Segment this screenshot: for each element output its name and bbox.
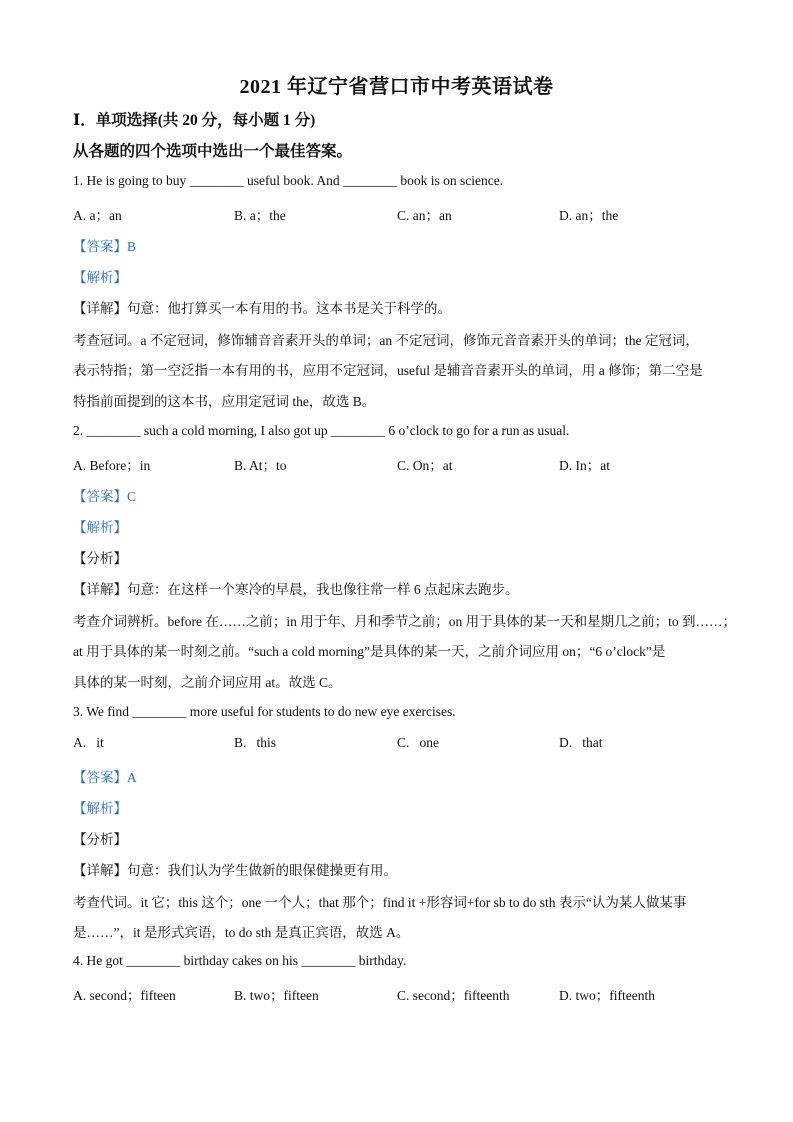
question-1-analysis-label: 【解析】 bbox=[73, 270, 127, 285]
question-3-detail: 【详解】句意：我们认为学生做新的眼保健操更有用。 bbox=[73, 863, 397, 878]
question-2-fenxi-label: 【分析】 bbox=[73, 551, 127, 566]
question-2-analysis-label: 【解析】 bbox=[73, 520, 127, 535]
question-2-detail: 【详解】句意：在这样一个寒冷的早晨，我也像往常一样 6 点起床去跑步。 bbox=[73, 582, 519, 597]
question-1-explain-line: 考查冠词。a 不定冠词，修饰辅音音素开头的单词；an 不定冠词，修饰元音音素开头的单词；the 定冠词， bbox=[73, 333, 699, 348]
question-3-explain-line: 是……”，it 是形式宾语，to do sth 是真正宾语，故选 A。 bbox=[73, 925, 410, 940]
question-2-explain-line: at 用于具体的某一时刻之前。“such a cold morning”是具体的某一天，之前介词应用 on；“6 o’clock”是 bbox=[73, 644, 666, 659]
question-2-explain-line: 考查介词辨析。before 在……之前；in 用于年、月和季节之前；on 用于具体的某一天和星期几之前；to 到……； bbox=[73, 614, 736, 629]
section-instruction: 从各题的四个选项中选出一个最佳答案。 bbox=[73, 143, 353, 160]
question-1-explain-line: 表示特指；第一空泛指一本有用的书，应用不定冠词，useful 是辅音音素开头的单词，用 a 修饰；第二空是 bbox=[73, 363, 703, 378]
question-1-option-b: B. a；the bbox=[234, 208, 286, 223]
question-3-option-b: B. this bbox=[234, 735, 277, 750]
question-2-option-d: D. In；at bbox=[559, 458, 610, 473]
question-1-answer: 【答案】B bbox=[73, 239, 137, 254]
question-2-answer: 【答案】C bbox=[73, 489, 137, 504]
question-3-option-d: D. that bbox=[559, 735, 603, 750]
question-3-answer: 【答案】A bbox=[73, 770, 137, 785]
question-3-option-a: A. it bbox=[73, 735, 104, 750]
question-1-explain-line: 特指前面提到的这本书，应用定冠词 the，故选 B。 bbox=[73, 394, 376, 409]
question-2-option-c: C. On；at bbox=[397, 458, 453, 473]
section-heading: Ⅰ．单项选择(共 20 分，每小题 1 分) bbox=[73, 112, 316, 129]
question-3-stem: 3. We find ________ more useful for students to do new eye exercises. bbox=[73, 704, 456, 719]
question-2-explain-line: 具体的某一时刻，之前介词应用 at。故选 C。 bbox=[73, 675, 342, 690]
question-2-stem: 2. ________ such a cold morning, I also got up ________ 6 o’clock to go for a run as usual. bbox=[73, 423, 570, 438]
page-title: 2021 年辽宁省营口市中考英语试卷 bbox=[239, 76, 554, 98]
question-3-analysis-label: 【解析】 bbox=[73, 801, 127, 816]
question-1-option-d: D. an；the bbox=[559, 208, 619, 223]
question-3-fenxi-label: 【分析】 bbox=[73, 832, 127, 847]
question-2-option-b: B. At；to bbox=[234, 458, 287, 473]
question-1-stem: 1. He is going to buy ________ useful book. And ________ book is on science. bbox=[73, 173, 504, 188]
question-3-option-c: C. one bbox=[397, 735, 439, 750]
question-4-option-a: A. second；fifteen bbox=[73, 988, 176, 1003]
question-1-option-a: A. a；an bbox=[73, 208, 122, 223]
question-3-explain-line: 考查代词。it 它；this 这个；one 一个人；that 那个；find it +形容词+for sb to do sth 表示“认为某人做某事 bbox=[73, 895, 687, 910]
question-4-option-b: B. two；fifteen bbox=[234, 988, 319, 1003]
question-1-option-c: C. an；an bbox=[397, 208, 452, 223]
question-1-detail: 【详解】句意：他打算买一本有用的书。这本书是关于科学的。 bbox=[73, 301, 451, 316]
question-4-option-c: C. second；fifteenth bbox=[397, 988, 510, 1003]
question-4-stem: 4. He got ________ birthday cakes on his ________ birthday. bbox=[73, 953, 407, 968]
question-2-option-a: A. Before；in bbox=[73, 458, 151, 473]
question-4-option-d: D. two；fifteenth bbox=[559, 988, 655, 1003]
